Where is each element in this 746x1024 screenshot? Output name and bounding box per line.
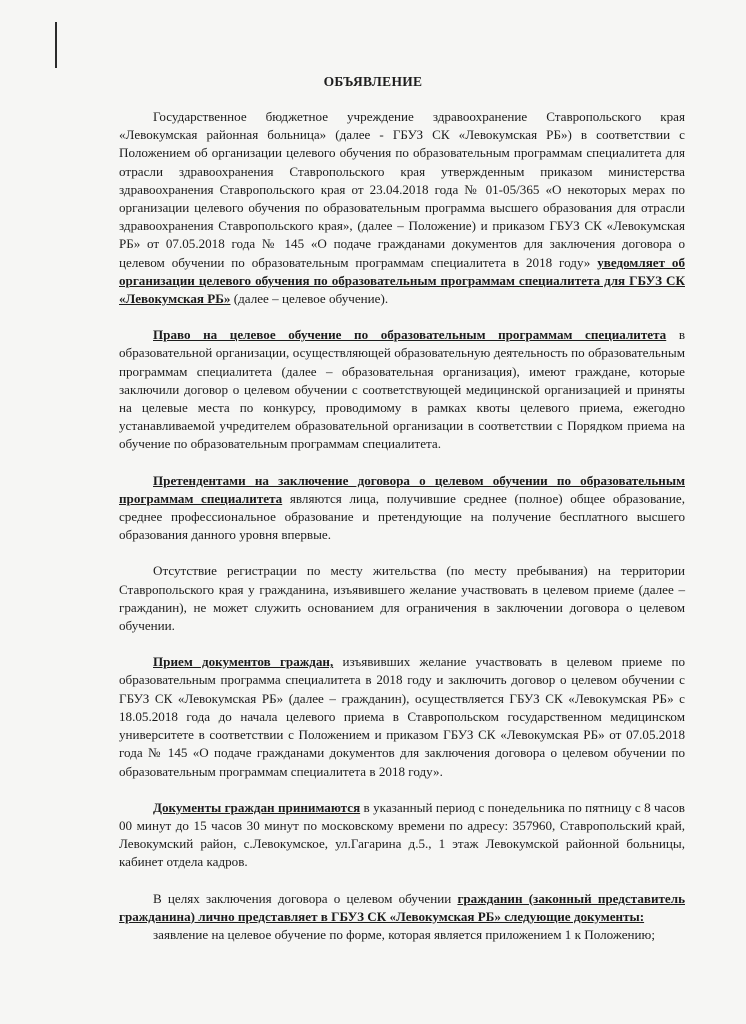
scan-edge-mark (55, 22, 57, 68)
acceptance-text: изъявивших желание участвовать в целевом приеме по образовательным программа специалитета в 2018 году и заключить договор о целевом обучении с ГБУЗ СК «Левокумская РБ» (далее – гражданин), осуществляется ГБУЗ СК «Левокумская РБ» с 18.05.2018 года до начала целевого приема в Ставропольском государственном медицинском университете в соответствии с Положением и приказом ГБУЗ СК «Левокумская РБ» от 07.05.2018 года № 145 «О подаче гражданами документов для заключения договора о целевом обучении по образовательным программам специалитета в 2018 году». (119, 654, 685, 779)
paragraph-right (119, 326, 685, 453)
document-body (119, 108, 685, 944)
intro-text: Государственное бюджетное учреждение здравоохранение Ставропольского края «Левокумская районная больница» (далее - ГБУЗ СК «Левокумская РБ») в соответствии с Положением об организации целевого обучения по образовательным программам специалитета для отрасли здравоохранения Ставропольского края утвержденным приказом министерства здравоохранения Ставропольского края от 23.04.2018 года № 01-05/365 «О некоторых мерах по организации целевого обучения по образовательным программа высшего образования для отрасли здравоохранения Ставропольского края», (далее – Положение) и приказом ГБУЗ СК «Левокумская РБ» от 07.05.2018 года № 145 «О подаче гражданами документов для заключения договора о целевом обучении по образовательным программам специалитета в 2018 году» (119, 109, 685, 270)
documents-text: В целях заключения договора о целевом обучении (153, 890, 458, 906)
applicants-bold: Претендентами на заключение договора о целевом обучении по образовательным программам специалитета (119, 472, 685, 506)
schedule-text: в указанный период с понедельника по пятницу с 8 часов 00 минут до 15 часов 30 минут по московскому времени по адресу: 357960, Ставропольский край, Левокумский район, с.Левокумское, ул.Гагарина д.5., 1 этаж Левокумской районной больницы, кабинет отдела кадров. (119, 799, 685, 870)
right-bold: Право на целевое обучение по образовательным программам специалитета (153, 327, 667, 343)
intro-tail: (далее – целевое обучение). (230, 291, 389, 307)
intro-bold: уведомляет об организации целевого обучения по образовательным программам специалитета для ГБУЗ СК «Левокумская РБ» (119, 254, 685, 307)
paragraph-schedule (119, 799, 685, 872)
application-text: заявление на целевое обучение по форме, которая является приложением 1 к Положению; (153, 926, 655, 942)
paragraph-applicants (119, 472, 685, 545)
paragraph-documents (119, 890, 685, 926)
registration-text: Отсутствие регистрации по месту жительства (по месту пребывания) на территории Ставропольского края у гражданина, изъявившего желание участвовать в целевом приеме (далее – гражданин), не может служить основанием для ограничения в заключении договора о целевом обучении. (119, 563, 685, 634)
acceptance-bold: Прием документов граждан, (153, 654, 334, 670)
paragraph-registration (119, 562, 685, 635)
applicants-text: являются лица, получившие среднее (полное) общее образование, среднее профессиональное образование и претендующие на получение бесплатного высшего образования данного уровня впервые. (119, 490, 685, 543)
documents-bold: гражданин (законный представитель гражданина) лично представляет в ГБУЗ СК «Левокумская РБ» следующие документы: (119, 890, 685, 924)
paragraph-acceptance (119, 653, 685, 780)
right-text: в образовательной организации, осуществляющей образовательную деятельность по образовательным программам специалитета (далее – образовательная организация), имеют граждане, которые заключили договор о целевом обучении с соответствующей медицинской организацией и приняты на целевые места по конкурсу, проводимому в рамках квоты целевого приема, ежегодно устанавливаемой учредителем образовательной организации в соответствии с Порядком приема на обучение по образовательным программам специалитета. (119, 327, 685, 452)
schedule-bold: Документы граждан принимаются (153, 799, 361, 815)
paragraph-intro (119, 108, 685, 308)
paragraph-application (119, 926, 685, 944)
document-title: ОБЪЯВЛЕНИЕ (323, 74, 423, 89)
